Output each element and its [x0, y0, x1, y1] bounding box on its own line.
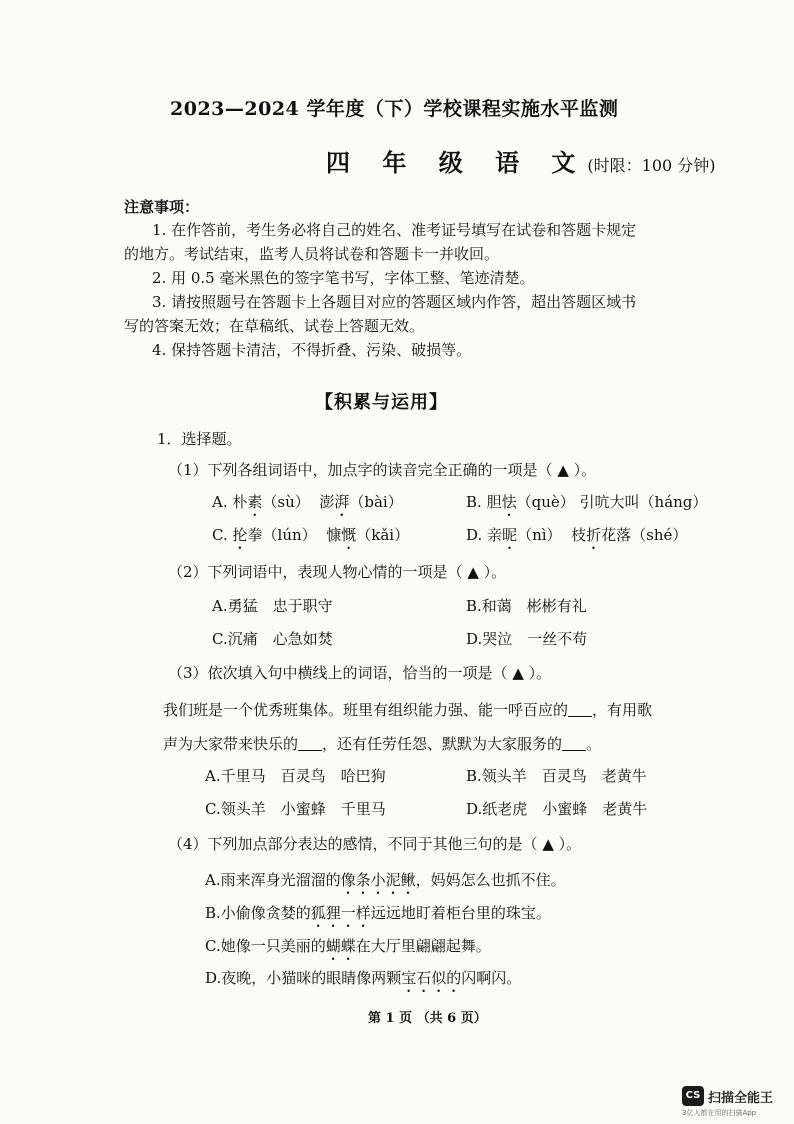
- subject-title: 四 年 级 语 文: [326, 148, 588, 177]
- question-label: 1．选择题。: [157, 430, 242, 448]
- note-line: 3. 请按照题号在答题卡上各题目对应的答题区域内作答，超出答题区域书: [152, 293, 637, 311]
- scanner-app-name: 扫描全能王: [708, 1091, 774, 1106]
- exam-title: 2023—2024 学年度（下）学校课程实施水平监测: [170, 98, 619, 120]
- option-a: A.千里马 百灵鸟 哈巴狗: [205, 767, 386, 785]
- option-c: C.领头羊 小蜜蜂 千里马: [205, 800, 386, 818]
- option-c: C.她像一只美丽的蝴蝶在大厅里翩翩起舞。: [205, 937, 491, 955]
- section-title: 【积累与运用】: [315, 392, 448, 413]
- notes-heading: 注意事项：: [124, 198, 200, 216]
- question-stem: （4）下列加点部分表达的感情，不同于其他三句的是（ ▲ ）。: [168, 835, 582, 853]
- question-stem: （2）下列词语中，表现人物心情的一项是（ ▲ ）。: [168, 563, 507, 581]
- page-number: 第 1 页 （共 6 页）: [368, 1011, 487, 1026]
- option-b: B.小偷像贪婪的狐狸一样远远地盯着柜台里的珠宝。: [205, 904, 551, 922]
- option-a: A.勇猛 忠于职守: [212, 597, 333, 615]
- scanner-tagline: 3亿人都在用的扫描App: [682, 1109, 757, 1117]
- note-line: 的地方。考试结束，监考人员将试卷和答题卡一并收回。: [124, 245, 500, 263]
- passage-line: 我们班是一个优秀班集体。班里有组织能力强、能一呼百应的 ，有用歌: [163, 701, 653, 719]
- note-line: 写的答案无效；在草稿纸、试卷上答题无效。: [124, 317, 425, 335]
- exam-subtitle: [326, 143, 716, 178]
- time-limit: (时限：100 分钟): [587, 156, 716, 175]
- option-c: C. 抡拳（lún） 慷慨（kǎi）: [212, 526, 410, 544]
- scanner-logo-icon: CS: [682, 1086, 704, 1106]
- question-stem: （3）依次填入句中横线上的词语，恰当的一项是（ ▲ ）。: [168, 664, 552, 682]
- fill-blank: [562, 736, 586, 751]
- scanner-watermark: [682, 1086, 792, 1120]
- option-d: D.纸老虎 小蜜蜂 老黄牛: [466, 800, 648, 818]
- passage-line: 声为大家带来快乐的 ，还有任劳任怨、默默为大家服务的 。: [163, 735, 602, 753]
- note-line: 2. 用 0.5 毫米黑色的签字笔书写，字体工整、笔迹清楚。: [152, 269, 535, 287]
- option-b: B.领头羊 百灵鸟 老黄牛: [466, 767, 647, 785]
- option-c: C.沉痛 心急如焚: [212, 630, 333, 648]
- option-d: D.夜晚，小猫咪的眼睛像两颗宝石似的闪啊闪。: [205, 969, 522, 987]
- note-line: 1. 在作答前，考生务必将自己的姓名、准考证号填写在试卷和答题卡规定: [152, 221, 637, 239]
- option-b: B.和蔼 彬彬有礼: [466, 597, 587, 615]
- question-stem: （1）下列各组词语中，加点字的读音完全正确的一项是（ ▲ ）。: [168, 461, 597, 479]
- fill-blank: [298, 736, 322, 751]
- option-d: D. 亲昵（nì） 枝折花落（shé）: [466, 526, 688, 544]
- note-line: 4. 保持答题卡清洁，不得折叠、污染、破损等。: [152, 341, 472, 359]
- option-a: A. 朴素（sù） 澎湃（bài）: [212, 493, 403, 511]
- option-b: B. 胆怯（què） 引吭大叫（háng）: [466, 493, 708, 511]
- fill-blank: [568, 702, 592, 717]
- option-a: A.雨来浑身光溜溜的像条小泥鳅，妈妈怎么也抓不住。: [205, 871, 566, 889]
- option-d: D.哭泣 一丝不苟: [466, 630, 588, 648]
